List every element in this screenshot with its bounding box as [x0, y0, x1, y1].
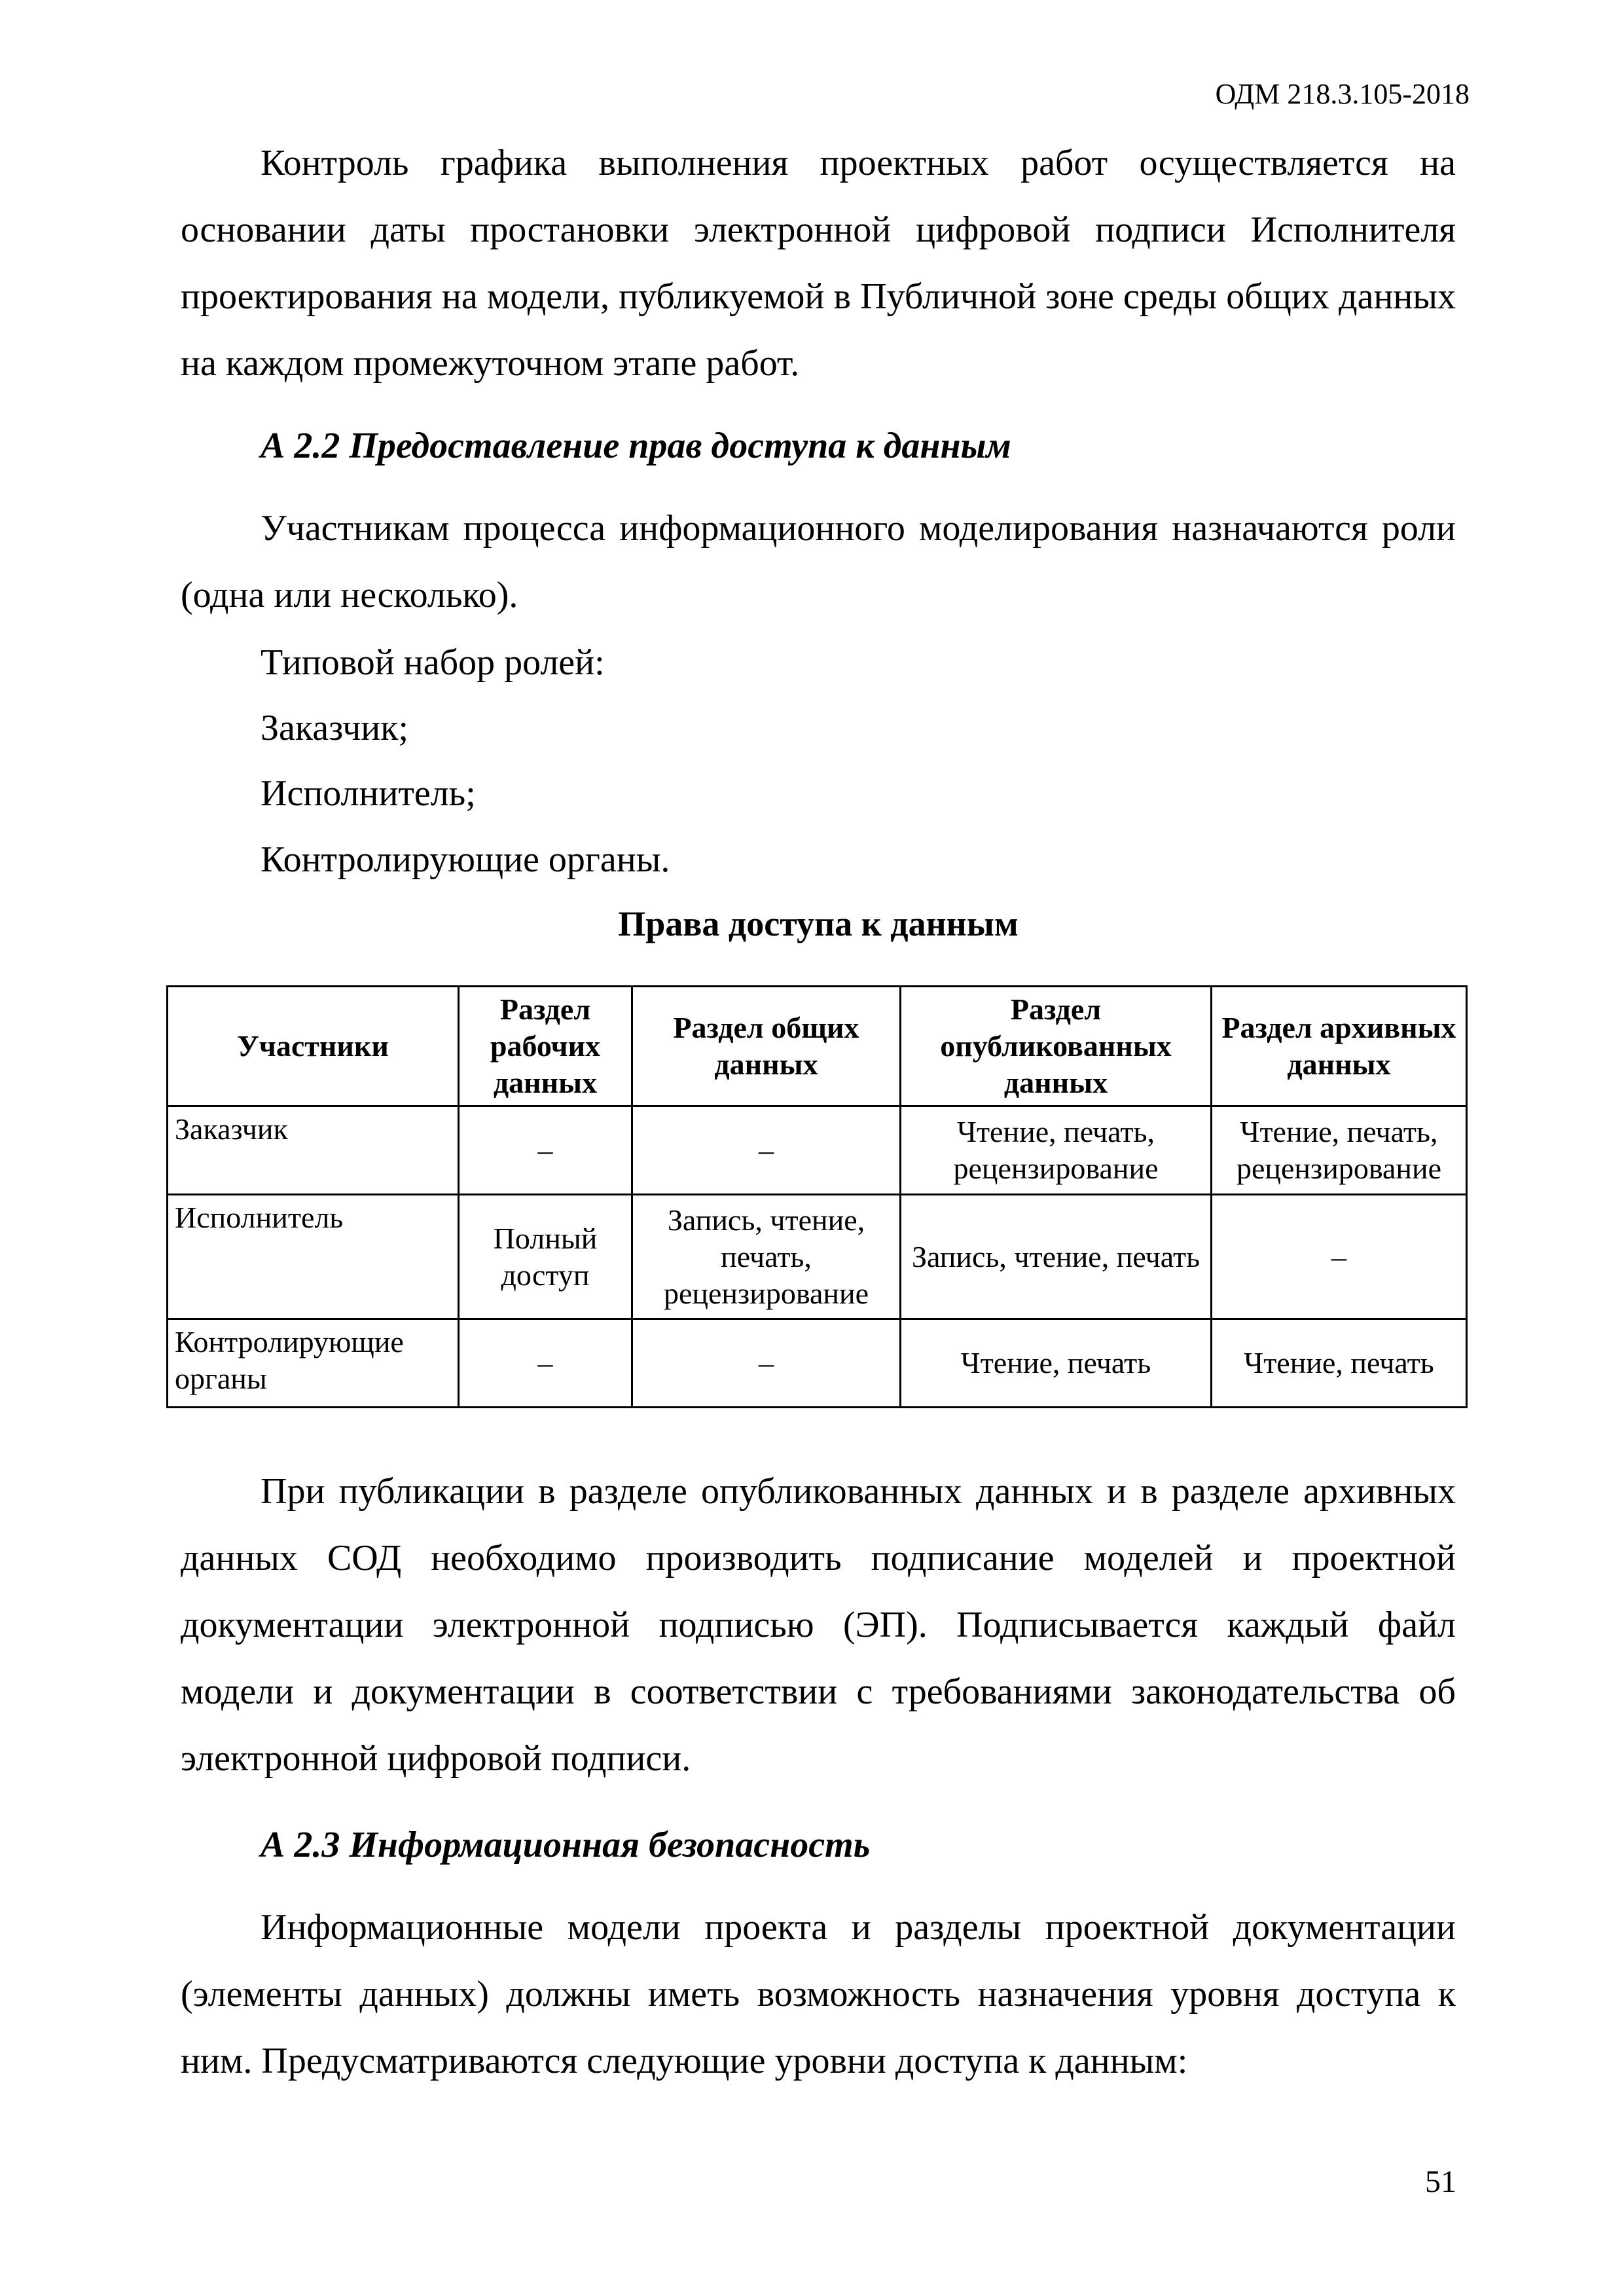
table-cell: –: [459, 1319, 632, 1408]
roles-paragraph: Участникам процесса информационного моделирования назначаются роли (одна или несколько).: [181, 508, 1456, 615]
table-cell: Полный доступ: [459, 1195, 632, 1319]
table-row: [168, 1195, 1467, 1319]
table-cell: Запись, чтение, печать, рецензирование: [632, 1195, 901, 1319]
participant-cell: Заказчик: [168, 1106, 459, 1195]
role-item: Заказчик;: [261, 708, 409, 748]
role-item: Исполнитель;: [261, 773, 476, 814]
column-header: Раздел опубликованных данных: [901, 987, 1212, 1106]
column-header: Раздел общих данных: [632, 987, 901, 1106]
participant-cell: Контролирующие органы: [168, 1319, 459, 1408]
column-header: Раздел рабочих данных: [459, 987, 632, 1106]
table-cell: Запись, чтение, печать: [901, 1195, 1212, 1319]
table-cell: Чтение, печать, рецензирование: [901, 1106, 1212, 1195]
table-cell: –: [1212, 1195, 1467, 1319]
access-rights-table: [166, 985, 1468, 1408]
roles-intro: Типовой набор ролей:: [261, 642, 605, 683]
table-cell: –: [459, 1106, 632, 1195]
document-code: ОДМ 218.3.105-2018: [1215, 78, 1470, 110]
security-paragraph: Информационные модели проекта и разделы проектной документации (элементы данных) должны иметь возможность назначения уровня доступа к ним. Предусматриваются следующие уровни доступа к данным:: [181, 1907, 1456, 2081]
section-heading-a22: А 2.2 Предоставление прав доступа к данным: [261, 426, 1011, 466]
table-caption: Права доступа к данным: [618, 904, 1019, 943]
publication-paragraph: При публикации в разделе опубликованных данных и в разделе архивных данных СОД необходимо производить подписание моделей и проектной документации электронной подписью (ЭП). Подписывается каждый файл модели и документации в соответствии с требованиями законодательства об электронной цифровой подписи.: [181, 1471, 1456, 1779]
page-number: 51: [1425, 2164, 1456, 2199]
role-item: Контролирующие органы.: [261, 839, 670, 880]
table-cell: –: [632, 1319, 901, 1408]
participant-cell: Исполнитель: [168, 1195, 459, 1319]
table-cell: Чтение, печать: [901, 1319, 1212, 1408]
column-header: Раздел архивных данных: [1212, 987, 1467, 1106]
column-header: Участники: [168, 987, 459, 1106]
table-cell: Чтение, печать, рецензирование: [1212, 1106, 1467, 1195]
table-header-row: [168, 987, 1467, 1106]
table-row: [168, 1319, 1467, 1408]
intro-paragraph: Контроль графика выполнения проектных работ осуществляется на основании даты простановки электронной цифровой подписи Исполнителя проектирования на модели, публикуемой в Публичной зоне среды общих данных на каждом промежуточном этапе работ.: [181, 143, 1456, 384]
table-cell: Чтение, печать: [1212, 1319, 1467, 1408]
section-heading-a23: А 2.3 Информационная безопасность: [261, 1825, 871, 1865]
table-row: [168, 1106, 1467, 1195]
table-cell: –: [632, 1106, 901, 1195]
